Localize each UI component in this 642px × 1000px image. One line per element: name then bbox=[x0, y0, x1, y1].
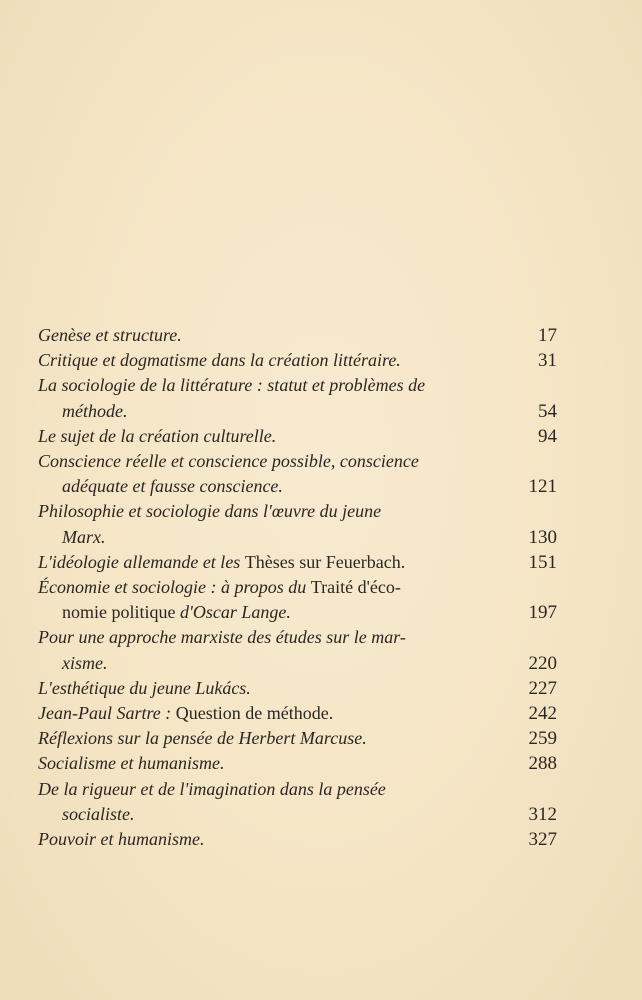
toc-title-italic-segment: Socialisme et humanisme. bbox=[38, 753, 225, 774]
toc-title-italic-segment: adéquate et fausse conscience. bbox=[62, 476, 283, 497]
table-of-contents bbox=[38, 323, 557, 852]
toc-entry bbox=[38, 676, 557, 701]
toc-entry-title bbox=[38, 323, 557, 348]
toc-title-italic-segment: Critique et dogmatisme dans la création littéraire. bbox=[38, 350, 401, 371]
toc-page-number: 94 bbox=[538, 425, 557, 447]
toc-entry-title bbox=[38, 550, 557, 575]
toc-title-italic-segment: socialiste. bbox=[62, 803, 135, 824]
toc-page-number: 220 bbox=[528, 652, 557, 674]
toc-title-italic-segment: Pouvoir et humanisme. bbox=[38, 829, 205, 850]
toc-title-italic-segment: De la rigueur et de l'imagination dans la pensée bbox=[38, 778, 386, 799]
toc-title-italic-segment: Le sujet de la création culturelle. bbox=[38, 425, 277, 446]
toc-entry bbox=[38, 701, 557, 726]
toc-entry-title bbox=[38, 676, 557, 701]
toc-entry-title bbox=[38, 424, 557, 449]
toc-entry bbox=[38, 424, 557, 449]
toc-entry-title-continuation bbox=[38, 525, 557, 550]
toc-entry bbox=[38, 777, 557, 827]
toc-entry-title bbox=[38, 449, 557, 474]
toc-title-italic-segment: L'esthétique du jeune Lukács. bbox=[38, 677, 251, 698]
toc-entry-title bbox=[38, 499, 557, 524]
toc-entry bbox=[38, 323, 557, 348]
toc-page-number: 151 bbox=[528, 551, 557, 573]
toc-entry bbox=[38, 449, 557, 499]
toc-title-italic-segment: d'Oscar Lange. bbox=[179, 602, 291, 623]
toc-title-italic-segment: xisme. bbox=[62, 652, 108, 673]
toc-page-number: 288 bbox=[528, 753, 557, 775]
toc-title-italic-segment: Jean-Paul Sartre : bbox=[38, 703, 176, 724]
toc-entry bbox=[38, 373, 557, 423]
toc-page-number: 17 bbox=[538, 325, 557, 346]
toc-title-italic-segment: Marx. bbox=[62, 526, 106, 547]
toc-page-number: 327 bbox=[528, 829, 557, 851]
toc-entry-title-continuation bbox=[38, 399, 557, 424]
toc-page-number: 31 bbox=[538, 350, 557, 372]
toc-entry-title bbox=[38, 373, 557, 398]
toc-entry bbox=[38, 726, 557, 751]
toc-entry bbox=[38, 550, 557, 575]
toc-entry bbox=[38, 575, 557, 625]
toc-title-italic-segment: Genèse et structure. bbox=[38, 325, 182, 345]
toc-page-number: 54 bbox=[538, 400, 557, 422]
toc-entry-title bbox=[38, 348, 557, 373]
toc-title-italic-segment: Conscience réelle et conscience possible, conscience bbox=[38, 451, 419, 472]
toc-title-italic-segment: Réflexions sur la pensée de Herbert Marcuse. bbox=[38, 728, 367, 749]
toc-entry bbox=[38, 827, 557, 852]
toc-page-number: 121 bbox=[528, 476, 557, 498]
toc-entry-title bbox=[38, 751, 557, 776]
toc-entry-title bbox=[38, 777, 557, 802]
toc-page-number: 312 bbox=[528, 803, 557, 825]
toc-entry-title bbox=[38, 701, 557, 726]
toc-entry bbox=[38, 625, 557, 675]
toc-title-roman-segment: Question de méthode. bbox=[175, 703, 334, 724]
toc-title-italic-segment: L'idéologie allemande et les bbox=[38, 551, 245, 572]
toc-entry-title bbox=[38, 575, 557, 600]
toc-title-italic-segment: Économie et sociologie : à propos du bbox=[38, 577, 311, 598]
toc-entry-title-continuation bbox=[38, 802, 557, 827]
toc-entry bbox=[38, 751, 557, 776]
toc-title-italic-segment: méthode. bbox=[62, 400, 128, 421]
toc-title-italic-segment: Pour une approche marxiste des études sur le mar- bbox=[38, 627, 406, 648]
toc-entry bbox=[38, 348, 557, 373]
toc-title-roman-segment: nomie politique bbox=[62, 602, 180, 623]
toc-entry-title bbox=[38, 726, 557, 751]
toc-page-number: 259 bbox=[528, 728, 557, 750]
toc-entry-title bbox=[38, 827, 557, 852]
toc-title-italic-segment: La sociologie de la littérature : statut et problèmes de bbox=[38, 375, 426, 396]
toc-entry bbox=[38, 499, 557, 549]
toc-entry-title bbox=[38, 625, 557, 650]
toc-entry-title-continuation bbox=[38, 600, 557, 625]
toc-title-roman-segment: Traité d'éco- bbox=[310, 577, 401, 598]
toc-page-number: 197 bbox=[528, 602, 557, 624]
toc-entry-title-continuation bbox=[38, 474, 557, 499]
toc-entry-title-continuation bbox=[38, 651, 557, 676]
toc-title-roman-segment: Thèses sur Feuerbach. bbox=[244, 551, 406, 572]
toc-page-number: 227 bbox=[528, 677, 557, 699]
toc-page-number: 130 bbox=[528, 526, 557, 548]
toc-title-italic-segment: Philosophie et sociologie dans l'œuvre du jeune bbox=[38, 501, 382, 522]
toc-page-number: 242 bbox=[528, 703, 557, 725]
